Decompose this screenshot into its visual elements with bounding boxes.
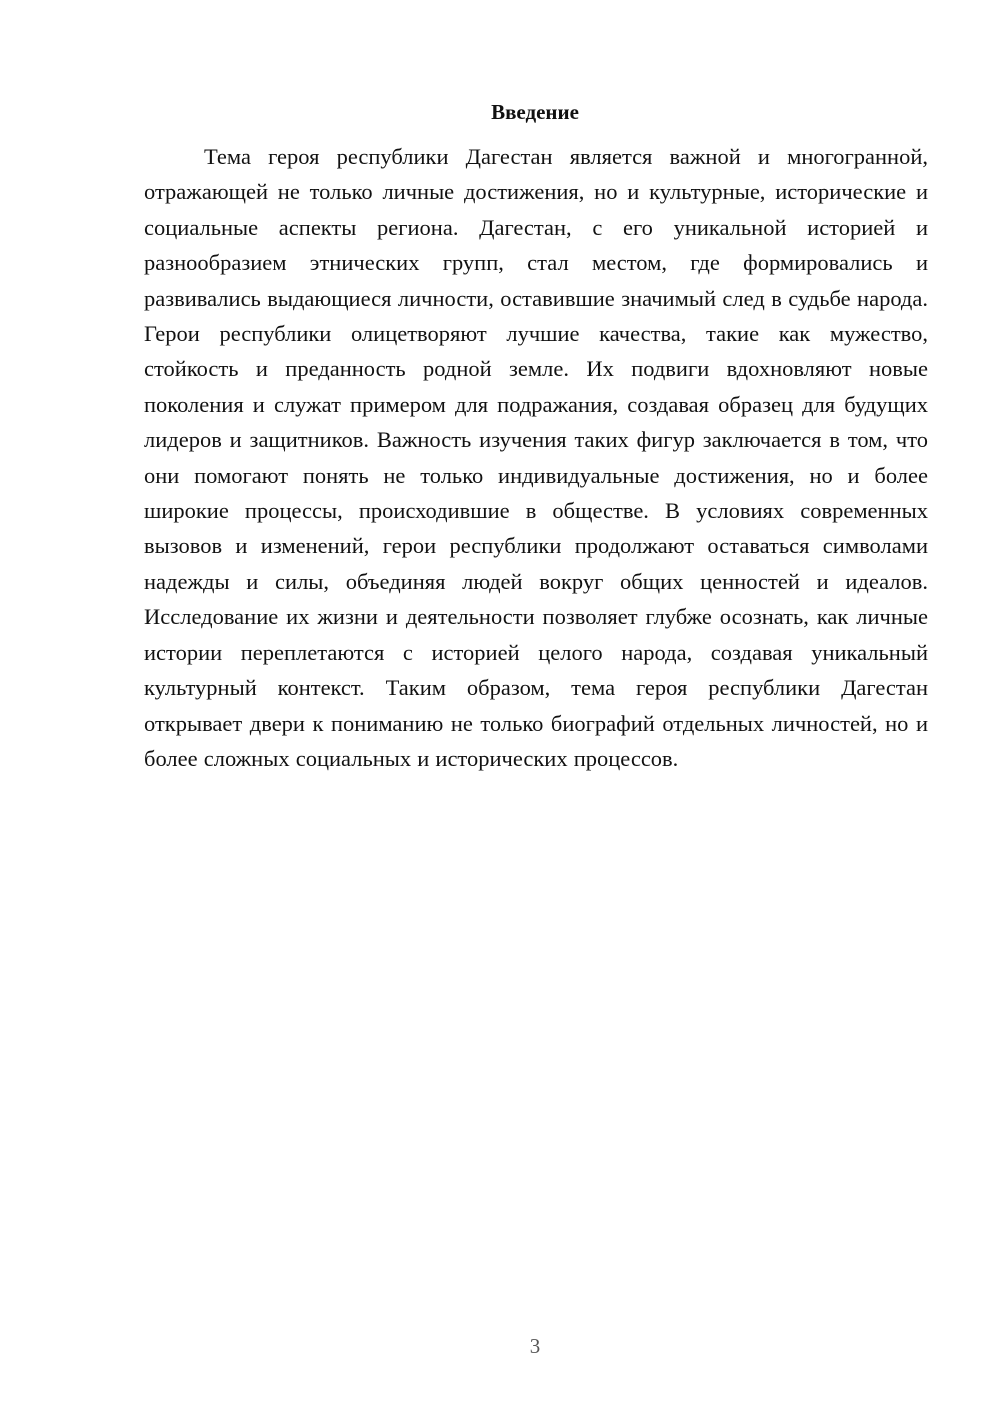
page-number: 3 <box>529 1334 541 1358</box>
section-heading: Введение <box>491 100 579 124</box>
body-paragraph: Тема героя республики Дагестан является важной и многогранной, отражающей не только личные достижения, но и культурные, исторические и социальные аспекты региона. Дагестан, с его уникальной историей и разнообразием этнических групп, стал местом, где формировались и развивались выдающиеся личности, оставившие значимый след в судьбе народа. Герои республики олицетворяют лучшие качества, такие как мужество, стойкость и преданность родной земле. Их подвиги вдохновляют новые поколения и служат примером для подражания, создавая образец для будущих лидеров и защитников. Важность изучения таких фигур заключается в том, что они помогают понять не только индивидуальные достижения, но и более широкие процессы, происходившие в обществе. В условиях современных вызовов и изменений, герои республики продолжают оставаться символами надежды и силы, объединяя людей вокруг общих ценностей и идеалов. Исследование их жизни и деятельности позволяет глубже осознать, как личные истории переплетаются с историей целого народа, создавая уникальный культурный контекст. Таким образом, тема героя республики Дагестан открывает двери к пониманию не только биографий отдельных личностей, но и более сложных социальных и исторических процессов. <box>144 144 928 771</box>
